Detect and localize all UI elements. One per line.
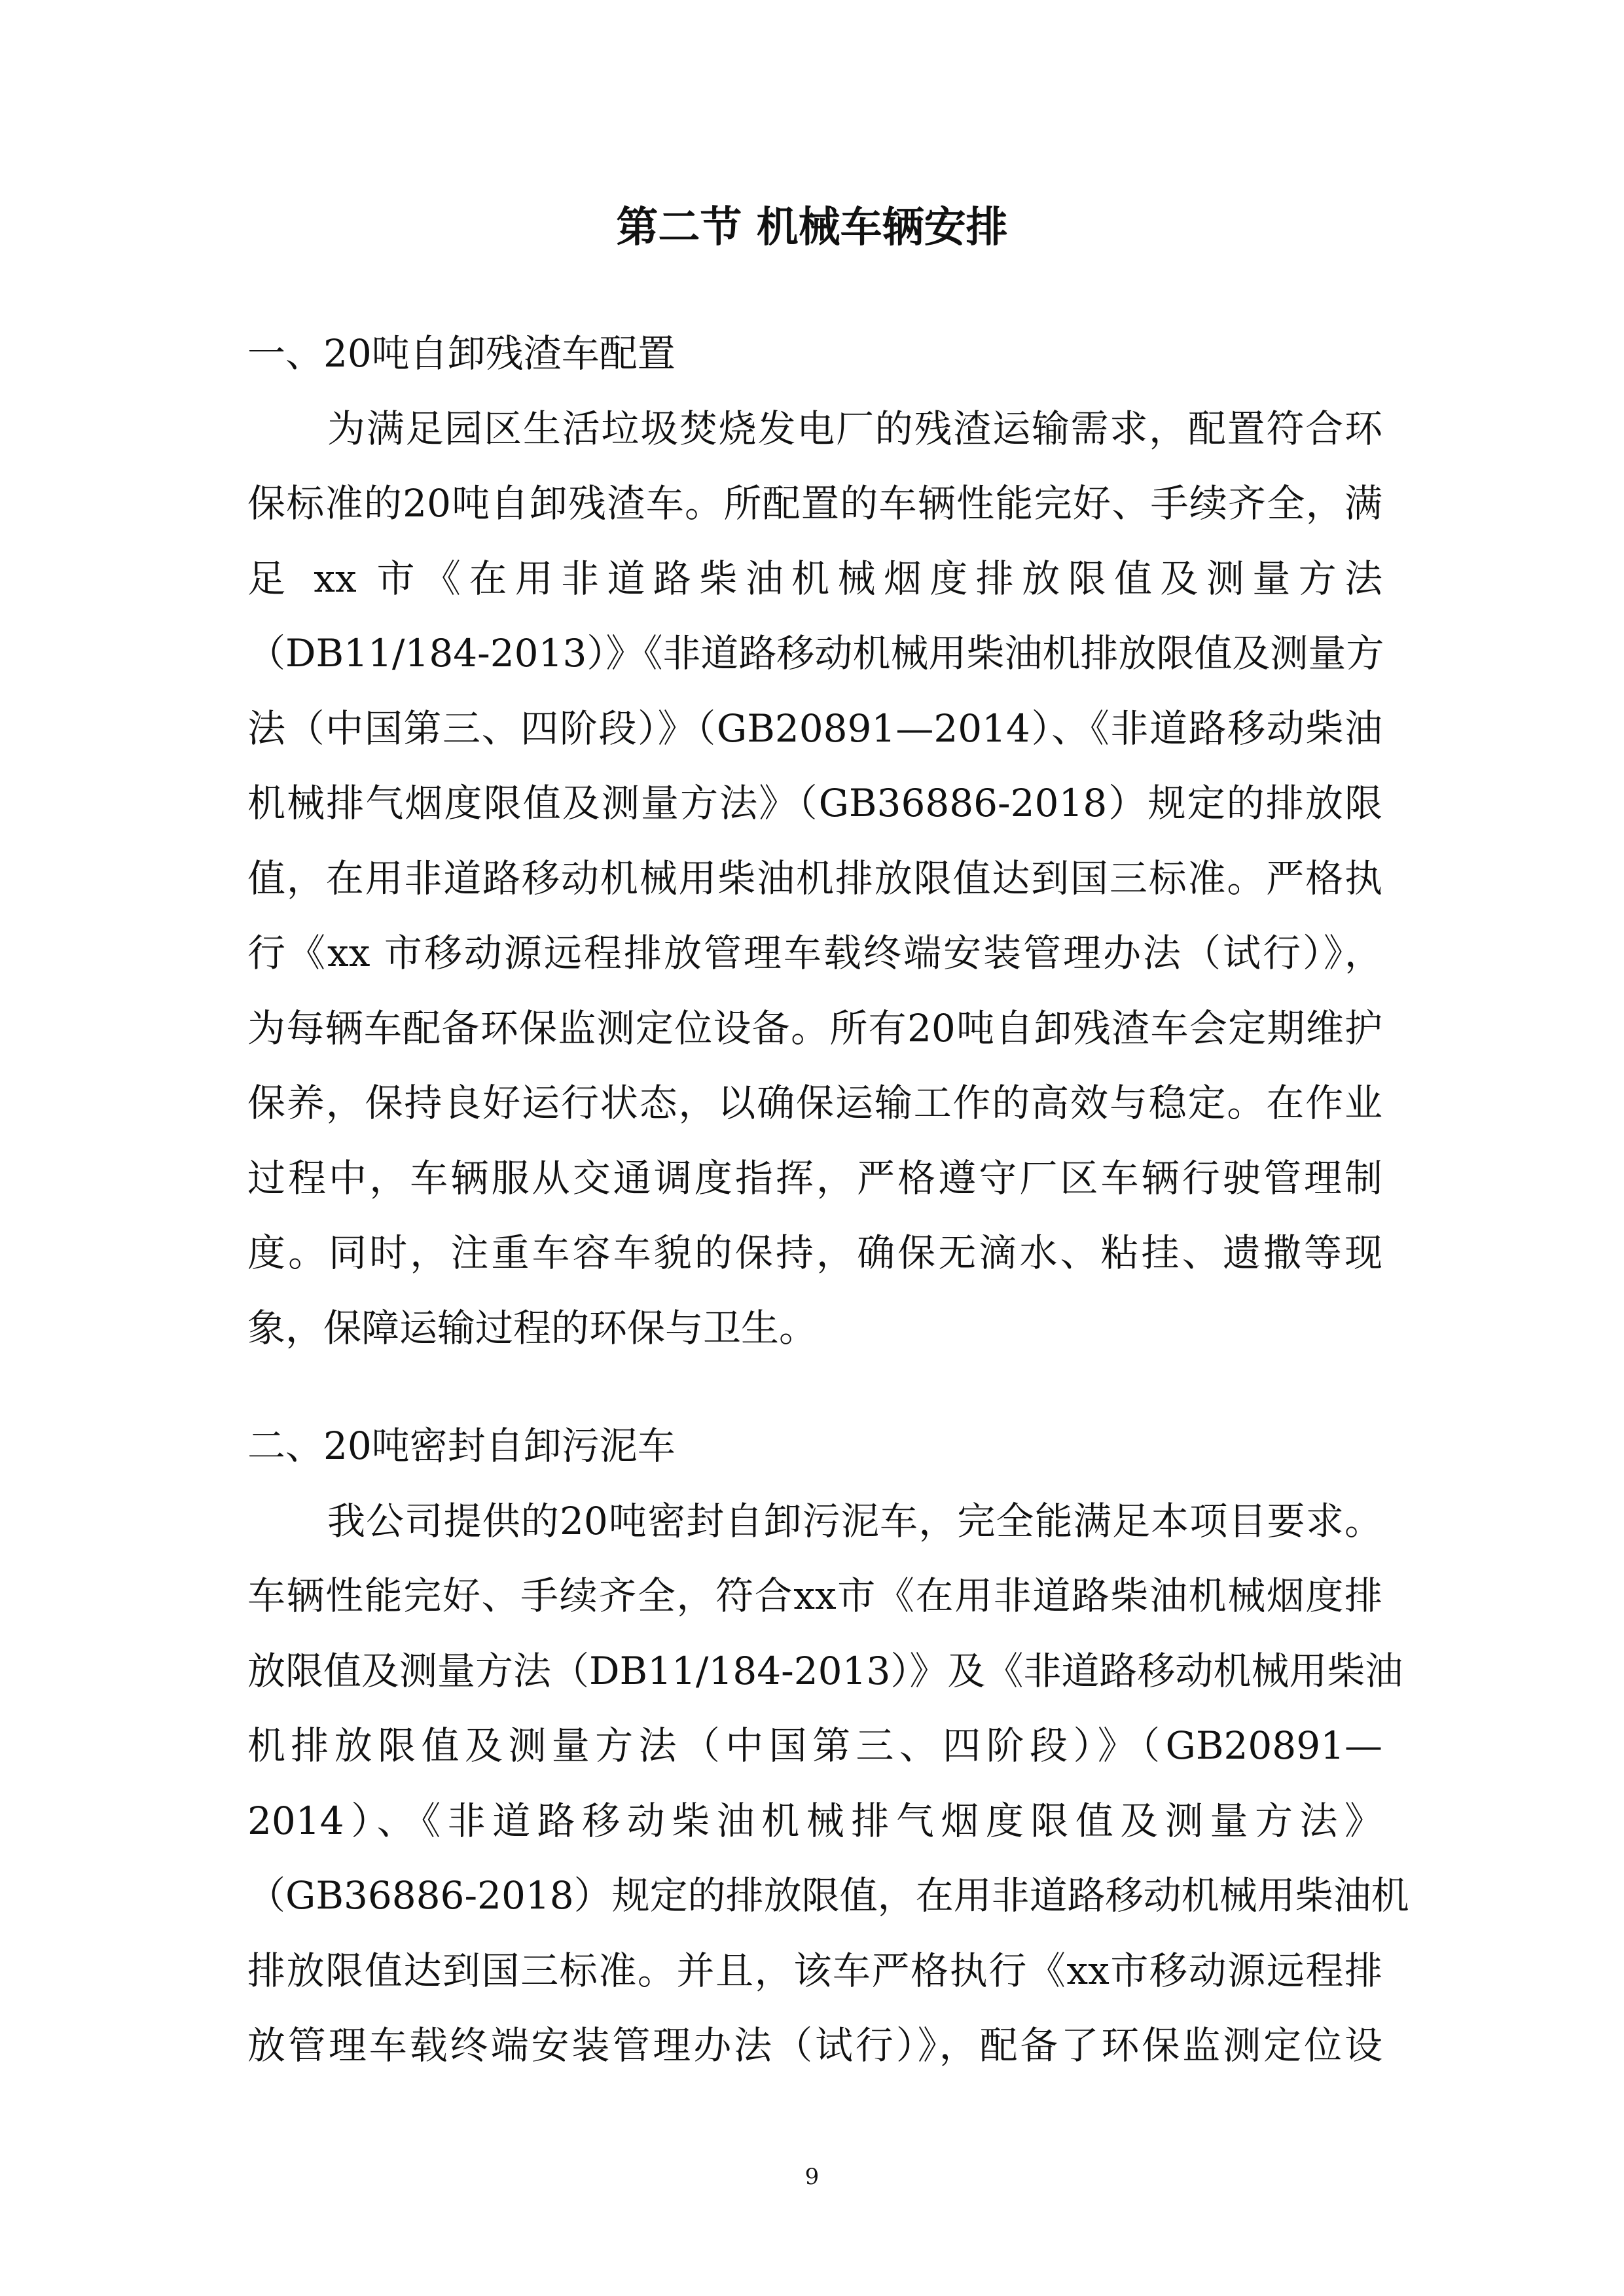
paragraph-line: 行《xx 市移动源远程排放管理车载终端安装管理办法（试行）》，	[247, 931, 1382, 975]
paragraph-line: 为满足园区生活垃圾焚烧发电厂的残渣运输需求，配置符合环	[327, 406, 1382, 451]
paragraph-line: 2014）、《非道路移动柴油机械排气烟度限值及测量方法》	[247, 1798, 1382, 1843]
page-number: 9	[804, 2164, 820, 2190]
section-2	[247, 1408, 1409, 2083]
paragraph-line: 放管理车载终端安装管理办法（试行）》，配备了环保监测定位设	[247, 2023, 1382, 2068]
paragraph-line: 我公司提供的20吨密封自卸污泥车，完全能满足本项目要求。	[327, 1498, 1382, 1543]
paragraph-line: 足 xx 市《在用非道路柴油机械烟度排放限值及测量方法	[247, 556, 1382, 601]
section-2-heading: 二、20吨密封自卸污泥车	[247, 1424, 676, 1468]
paragraph-line: 机械排气烟度限值及测量方法》（GB36886-2018）规定的排放限	[247, 781, 1382, 825]
paragraph-line: （DB11/184-2013）》《非道路移动机械用柴油机排放限值及测量方	[247, 631, 1384, 675]
paragraph-line: 保标准的20吨自卸残渣车。所配置的车辆性能完好、手续齐全，满	[247, 481, 1382, 526]
paragraph-line: 法（中国第三、四阶段）》（GB20891—2014）、《非道路移动柴油	[247, 706, 1382, 751]
paragraph-line: 车辆性能完好、手续齐全，符合xx市《在用非道路柴油机械烟度排	[247, 1573, 1382, 1618]
paragraph-line: 象，保障运输过程的环保与卫生。	[247, 1305, 818, 1350]
section-1-heading: 一、20吨自卸残渣车配置	[247, 331, 676, 376]
paragraph-line: 放限值及测量方法（DB11/184-2013）》及《非道路移动机械用柴油	[247, 1648, 1403, 1693]
paragraph-line: 过程中，车辆服从交通调度指挥，严格遵守厂区车辆行驶管理制	[247, 1155, 1382, 1200]
section-title: 第二节 机械车辆安排	[616, 203, 1008, 252]
paragraph-line: 机排放限值及测量方法（中国第三、四阶段）》（GB20891—	[247, 1723, 1382, 1768]
paragraph-line: 值，在用非道路移动机械用柴油机排放限值达到国三标准。严格执	[247, 855, 1382, 901]
paragraph-line: 排放限值达到国三标准。并且，该车严格执行《xx市移动源远程排	[247, 1948, 1382, 1993]
paragraph-line: 为每辆车配备环保监测定位设备。所有20吨自卸残渣车会定期维护	[247, 1005, 1382, 1050]
section-1	[247, 316, 1382, 1365]
paragraph-line: 保养，保持良好运行状态，以确保运输工作的高效与稳定。在作业	[247, 1081, 1382, 1125]
paragraph-line: （GB36886-2018）规定的排放限值，在用非道路移动机械用柴油机	[247, 1873, 1409, 1918]
paragraph-line: 度。同时，注重车容车貌的保持，确保无滴水、粘挂、遗撒等现	[247, 1230, 1382, 1275]
